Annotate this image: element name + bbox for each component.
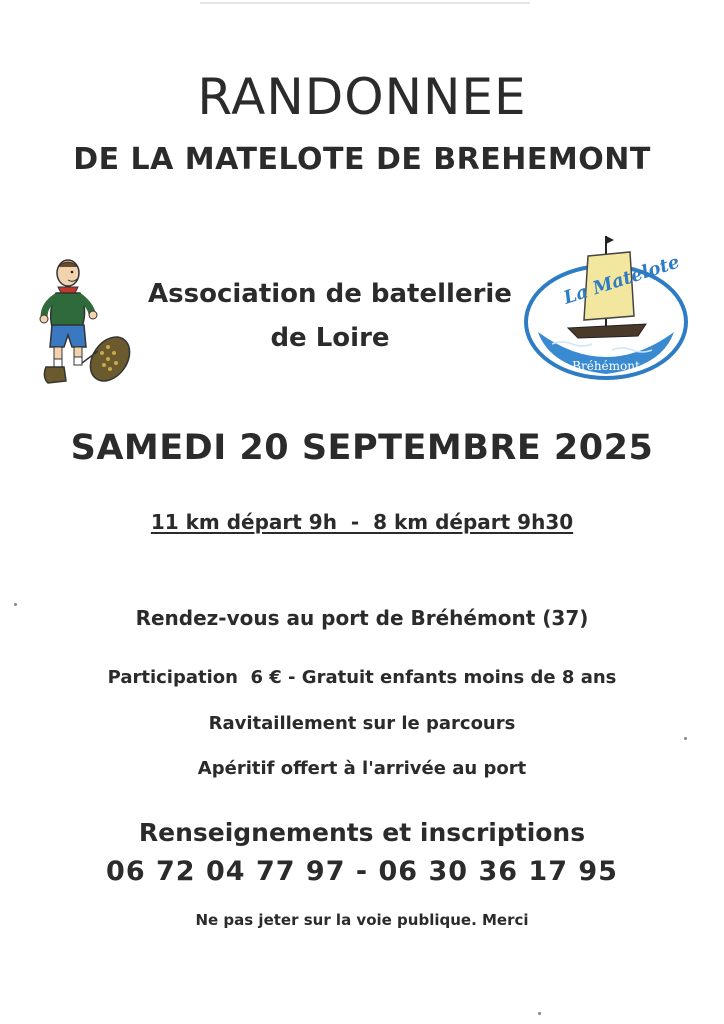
hiker-icon: [38, 255, 133, 395]
page-title: RANDONNEE: [197, 68, 527, 126]
phone-numbers: 06 72 04 77 97 - 06 30 36 17 95: [106, 856, 618, 887]
association-line-1: Association de batellerie: [148, 279, 512, 309]
event-date: SAMEDI 20 SEPTEMBRE 2025: [70, 428, 654, 468]
refreshments-info: Ravitaillement sur le parcours: [208, 713, 516, 734]
aperitif-info: Apéritif offert à l'arrivée au port: [197, 758, 527, 779]
page-subtitle: DE LA MATELOTE DE BREHEMONT: [73, 142, 651, 177]
matelote-logo: [522, 232, 690, 384]
scan-speck: [538, 1012, 541, 1015]
distances-info: [0, 510, 724, 534]
association-line-2: de Loire: [270, 323, 390, 353]
meeting-point: Rendez-vous au port de Bréhémont (37): [135, 606, 589, 630]
info-heading: Renseignements et inscriptions: [138, 818, 586, 847]
distances-text: 11 km départ 9h - 8 km départ 9h30: [150, 510, 574, 534]
scan-edge-line: [200, 2, 530, 4]
logo-text-place: Bréhémont: [572, 359, 640, 373]
scan-speck: [684, 737, 687, 740]
participation-fee: Participation 6 € - Gratuit enfants moins de 8 ans: [107, 667, 617, 688]
disposal-notice: Ne pas jeter sur la voie publique. Merci: [195, 911, 529, 929]
logo-text-main: La Matelote: [561, 251, 683, 309]
scan-speck: [14, 603, 17, 606]
association-name: [130, 272, 530, 360]
